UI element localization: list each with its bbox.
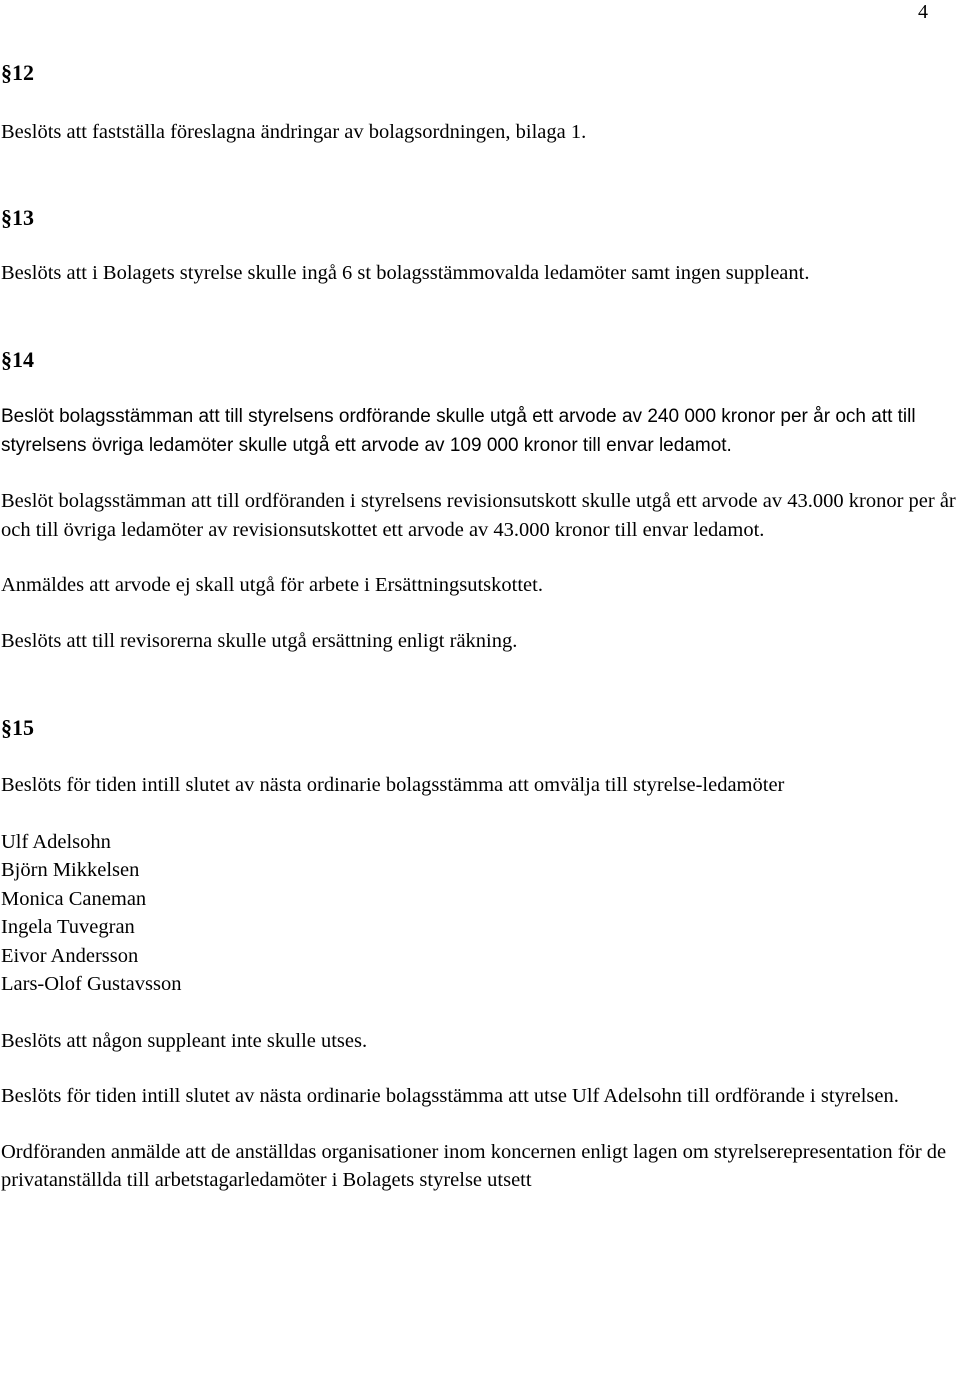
paragraph-15-intro: Beslöts för tiden intill slutet av nästa ordinarie bolagsstämma att omvälja till styrelse-ledamöter (1, 774, 785, 796)
paragraph-14-2: Beslöt bolagsstämman att till ordföranden i styrelsens revisionsutskott skulle utgå ett arvode av 43.000 kronor per år och till övriga ledamöter av revisionsutskottet ett arvode av 43.000 kronor till envar ledamot. (1, 490, 956, 541)
paragraph-15-1: Beslöts att någon suppleant inte skulle utses. (1, 1029, 368, 1052)
list-item: Monica Caneman (1, 887, 147, 910)
page-number: 4 (918, 1, 928, 23)
paragraph-13-1: Beslöts att i Bolagets styrelse skulle ingå 6 st bolagsstämmovalda ledamöter samt ingen suppleant. (1, 261, 810, 284)
list-item: Ulf Adelsohn (1, 830, 111, 853)
list-item: Eivor Andersson (1, 944, 139, 967)
document-body (1, 58, 959, 1195)
section-heading-14: §14 (1, 347, 34, 372)
list-item: Lars-Olof Gustavsson (1, 973, 182, 995)
list-item: Björn Mikkelsen (1, 859, 140, 881)
section-heading-13: §13 (1, 204, 34, 230)
board-member-list (1, 828, 959, 999)
paragraph-14-3: Anmäldes att arvode ej skall utgå för arbete i Ersättningsutskottet. (1, 574, 543, 596)
paragraph-12-1: Beslöts att fastställa föreslagna ändringar av bolagsordningen, bilaga 1. (1, 121, 587, 143)
paragraph-14-1: Beslöt bolagsstämman att till styrelsens ordförande skulle utgå ett arvode av 240 000 kronor per år och att till styrelsens övriga ledamöter skulle utgå ett arvode av 109 000 kronor till envar ledamot. (1, 406, 916, 456)
list-item: Ingela Tuvegran (1, 916, 135, 938)
section-heading-12: §12 (1, 60, 34, 85)
paragraph-14-4: Beslöts att till revisorerna skulle utgå ersättning enligt räkning. (1, 629, 518, 652)
section-heading-15: §15 (1, 715, 34, 740)
paragraph-15-3: Ordföranden anmälde att de anställdas organisationer inom koncernen enligt lagen om styrelserepresentation för de privatanställda till arbetstagarledamöter i Bolagets styrelse utsett (1, 1140, 947, 1191)
paragraph-15-2: Beslöts för tiden intill slutet av nästa ordinarie bolagsstämma att utse Ulf Adelsohn till ordförande i styrelsen. (1, 1085, 899, 1107)
